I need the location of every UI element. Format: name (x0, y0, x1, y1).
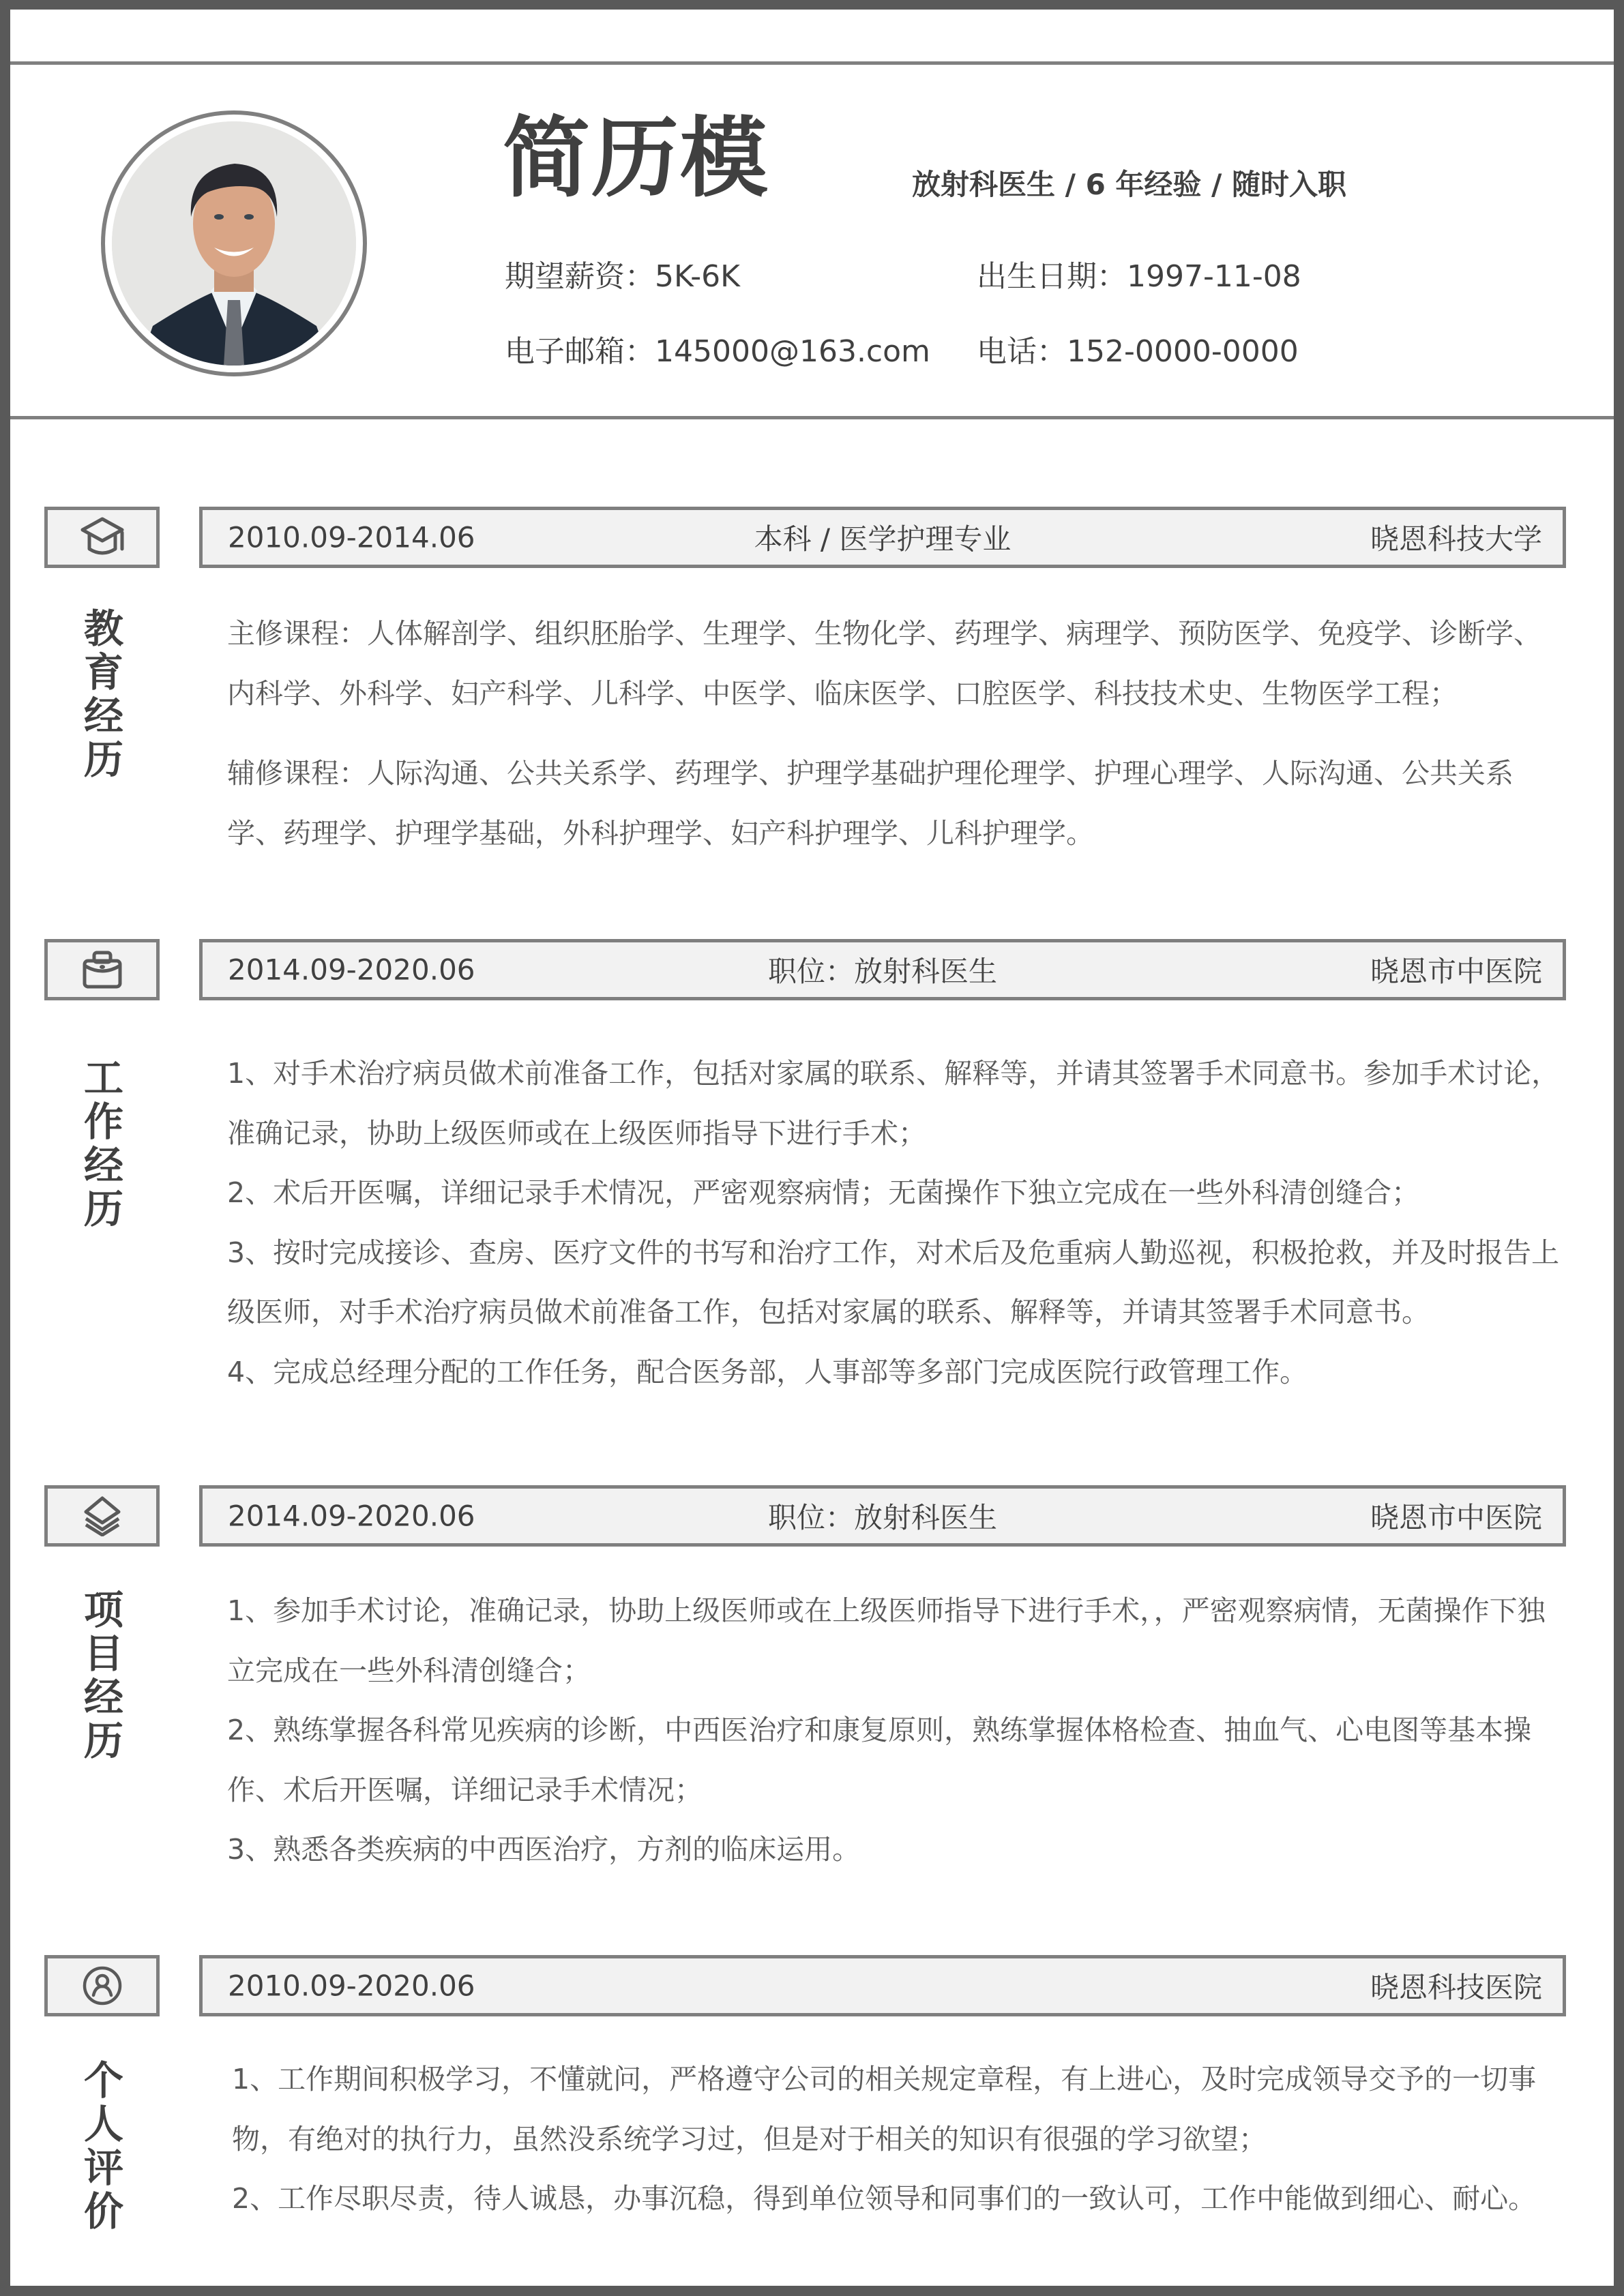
salary-info: 期望薪资：5K-6K (505, 259, 740, 294)
education-bar (199, 507, 1566, 568)
project-title: 项 目 经 历 (83, 1587, 123, 1764)
project-content (227, 1581, 1564, 1880)
work-position: 职位：放射科医生 (767, 955, 998, 988)
education-school: 晓恩科技大学 (1370, 522, 1542, 556)
work-title: 工 作 经 历 (83, 1055, 123, 1232)
project-bar (199, 1485, 1566, 1547)
personal-dates: 2010.09-2020.06 (228, 1969, 475, 2003)
education-dates: 2010.09-2014.06 (228, 520, 475, 554)
major-courses: 主修课程：人体解剖学、组织胚胎学、生理学、生物化学、药理学、病理学、预防医学、免疫学、诊断学、内科学、外科学、妇产科学、儿科学、中医学、临床医学、口腔医学、科技技术史、生物医学工程； (227, 617, 1541, 710)
personal-icon-box (44, 1955, 160, 2016)
project-employer: 晓恩市中医院 (1370, 1501, 1542, 1534)
project-item: 2、熟练掌握各科常见疾病的诊断，中西医治疗和康复原则，熟练掌握体格检查、抽血气、心电图等基本操作、术后开医嘱，详细记录手术情况； (227, 1714, 1532, 1806)
graduation-cap-icon (78, 516, 126, 558)
education-degree: 本科 / 医学护理专业 (754, 522, 1012, 556)
project-dates: 2014.09-2020.06 (228, 1499, 475, 1533)
layers-icon (82, 1495, 123, 1536)
top-divider (10, 61, 1614, 65)
education-content (227, 604, 1564, 863)
project-item: 3、熟悉各类疾病的中西医治疗，方剂的临床运用。 (227, 1833, 861, 1866)
minor-courses: 辅修课程：人际沟通、公共关系学、药理学、护理学基础护理伦理学、护理心理学、人际沟通、公共关系学、药理学、护理学基础，外科护理学、妇产科护理学、儿科护理学。 (227, 757, 1514, 850)
education-title: 教 育 经 历 (83, 606, 123, 783)
work-employer: 晓恩市中医院 (1370, 955, 1542, 988)
education-icon-box (44, 507, 160, 568)
work-content (227, 1044, 1564, 1402)
resume-page (10, 10, 1614, 2286)
avatar (101, 110, 367, 376)
work-dates: 2014.09-2020.06 (228, 953, 475, 987)
job-subtitle: 放射科医生 / 6 年经验 / 随时入职 (912, 168, 1347, 201)
project-item: 1、参加手术讨论，准确记录，协助上级医师或在上级医师指导下进行手术，，严密观察病情，无菌操作下独立完成在一些外科清创缝合； (227, 1594, 1546, 1687)
work-item: 1、对手术治疗病员做术前准备工作，包括对家属的联系、解释等，并请其签署手术同意书。参加手术讨论，准确记录，协助上级医师或在上级医师指导下进行手术； (227, 1057, 1560, 1150)
personal-bar (199, 1955, 1566, 2016)
work-bar (199, 939, 1566, 1000)
evaluation-item: 1、工作期间积极学习，不懂就问，严格遵守公司的相关规定章程，有上进心，及时完成领导交予的一切事物，有绝对的执行力，虽然没系统学习过，但是对于相关的知识有很强的学习欲望； (232, 2063, 1537, 2156)
project-position: 职位：放射科医生 (767, 1501, 998, 1534)
profile-photo (112, 121, 356, 366)
work-icon-box (44, 939, 160, 1000)
project-icon-box (44, 1485, 160, 1547)
personal-title: 个 人 评 价 (83, 2057, 123, 2235)
evaluation-item: 2、工作尽职尽责，待人诚恳，办事沉稳，得到单位领导和同事们的一致认可，工作中能做到细心、耐心。 (232, 2182, 1537, 2215)
personal-content (232, 2050, 1569, 2229)
personal-employer: 晓恩科技医院 (1370, 1971, 1542, 2004)
header-divider (10, 416, 1614, 419)
work-item: 3、按时完成接诊、查房、医疗文件的书写和治疗工作，对术后及危重病人勤巡视，积极抢救，并及时报告上级医师，对手术治疗病员做术前准备工作，包括对家属的联系、解释等，并请其签署手术同意书。 (227, 1236, 1560, 1328)
briefcase-icon (82, 951, 123, 989)
phone-info: 电话：152-0000-0000 (977, 334, 1299, 369)
email-info: 电子邮箱：145000@163.com (505, 334, 930, 369)
work-item: 4、完成总经理分配的工作任务，配合医务部，人事部等多部门完成医院行政管理工作。 (227, 1355, 1308, 1388)
page-title: 简历模 (503, 108, 769, 209)
birthdate-info: 出生日期：1997-11-08 (977, 259, 1301, 294)
work-item: 2、术后开医嘱，详细记录手术情况，严密观察病情；无菌操作下独立完成在一些外科清创缝合； (227, 1176, 1420, 1209)
user-circle-icon (82, 1965, 123, 2006)
